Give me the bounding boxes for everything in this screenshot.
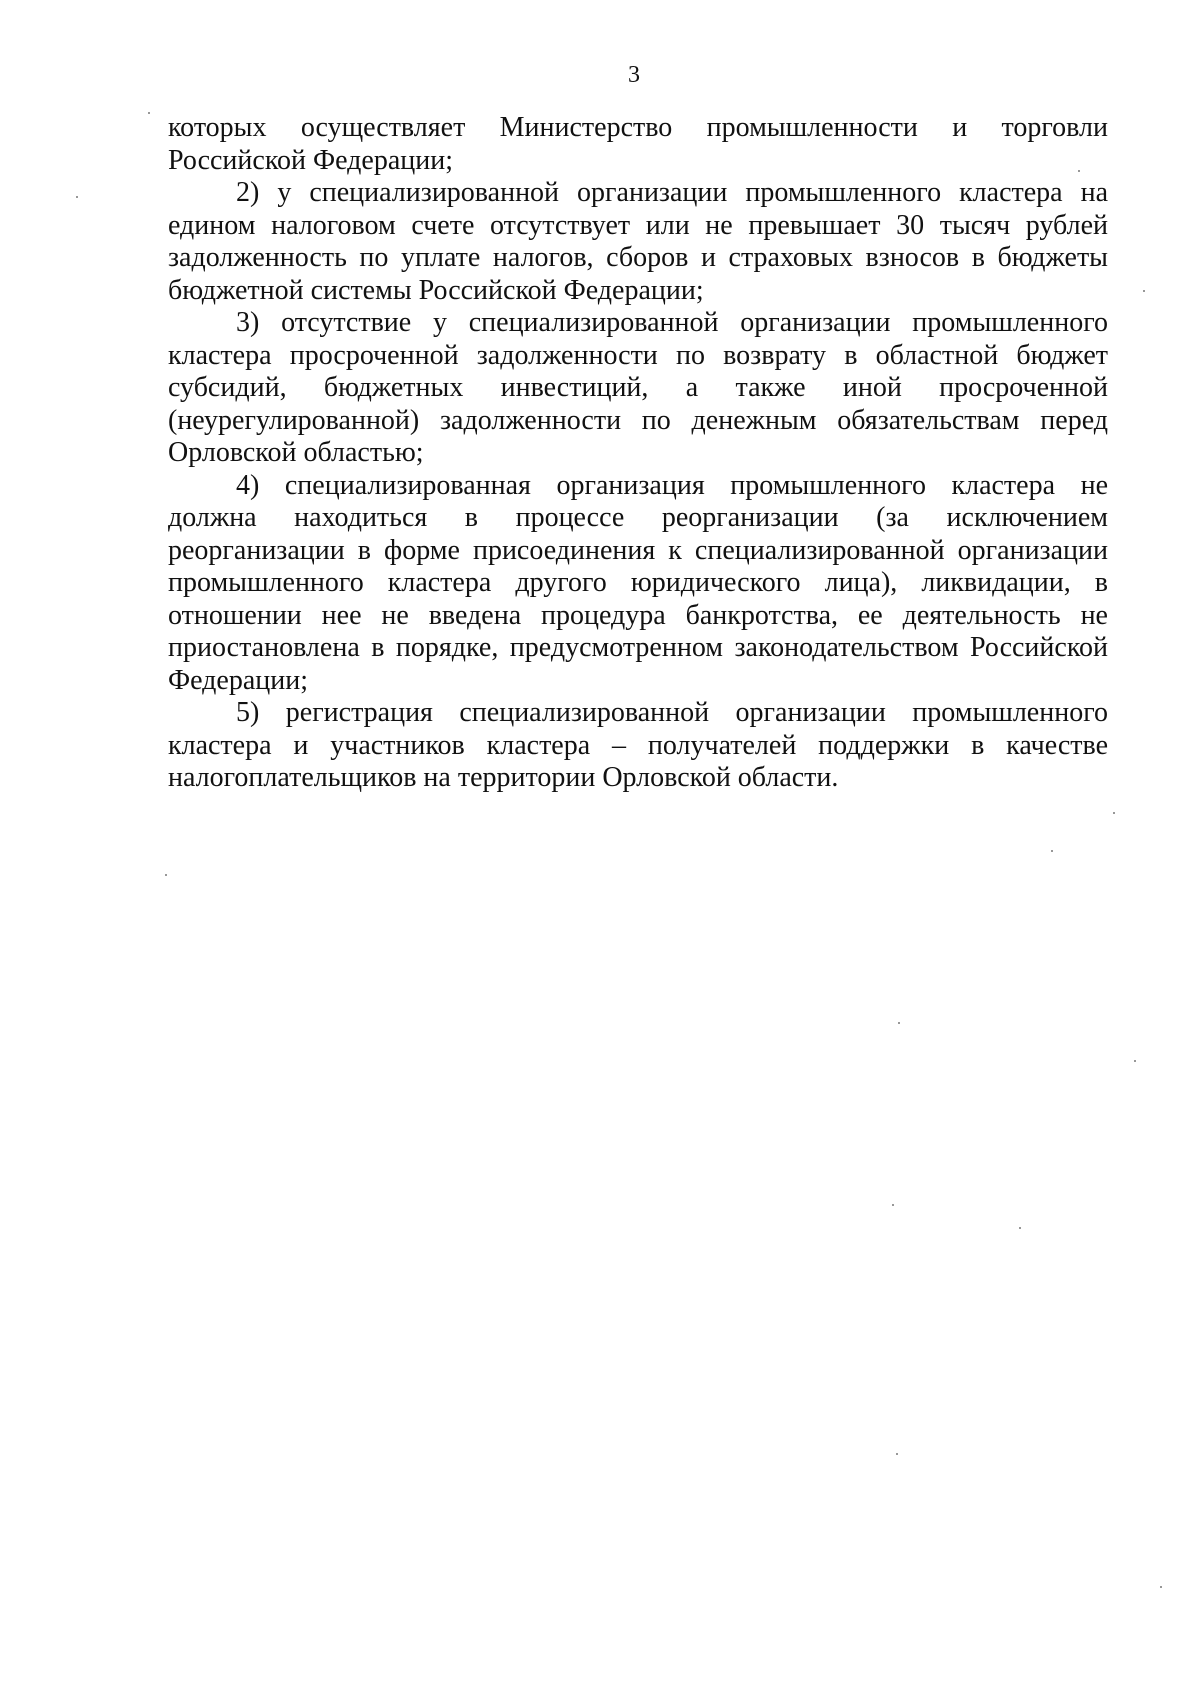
- scan-speck: [1019, 1227, 1021, 1229]
- paragraph-item-5: 5) регистрация специализированной организации промышленного кластера и участников кластера – получателей поддержки в качестве налогоплательщиков на территории Орловской области.: [168, 697, 1108, 793]
- scan-speck: [1051, 850, 1053, 852]
- scan-speck: [76, 196, 78, 198]
- scan-speck: [148, 112, 150, 114]
- scan-speck: [1160, 1586, 1162, 1588]
- scan-speck: [165, 874, 167, 876]
- scan-speck: [896, 1453, 898, 1455]
- paragraph-item-2: 2) у специализированной организации промышленного кластера на едином налоговом счете отсутствует или не превышает 30 тысяч рублей задолженность по уплате налогов, сборов и страховых взносов в бюджеты бюджетной системы Российской Федерации;: [168, 177, 1108, 306]
- scan-speck: [1113, 812, 1115, 814]
- scan-speck: [1078, 170, 1080, 172]
- document-body: [168, 112, 1108, 795]
- paragraph-item-4: 4) специализированная организация промышленного кластера не должна находиться в процессе реорганизации (за исключением реорганизации в форме присоединения к специализированной организации промышленного кластера другого юридического лица), ликвидации, в отношении нее не введена процедура банкротства, ее деятельность не приостановлена в порядке, предусмотренном законодательством Российской Федерации;: [168, 469, 1108, 696]
- paragraph-item-3: 3) отсутствие у специализированной организации промышленного кластера просроченной задолженности по возврату в областной бюджет субсидий, бюджетных инвестиций, а также иной просроченной (неурегулированной) задолженности по денежным обязательствам перед Орловской областью;: [168, 307, 1108, 468]
- scan-speck: [1143, 290, 1145, 292]
- scan-speck: [1134, 1060, 1136, 1062]
- scan-speck: [892, 1204, 894, 1206]
- scan-speck: [898, 1022, 900, 1024]
- page-number: 3: [628, 62, 640, 88]
- paragraph-continuation: которых осуществляет Министерство промышленности и торговли Российской Федерации;: [168, 112, 1108, 176]
